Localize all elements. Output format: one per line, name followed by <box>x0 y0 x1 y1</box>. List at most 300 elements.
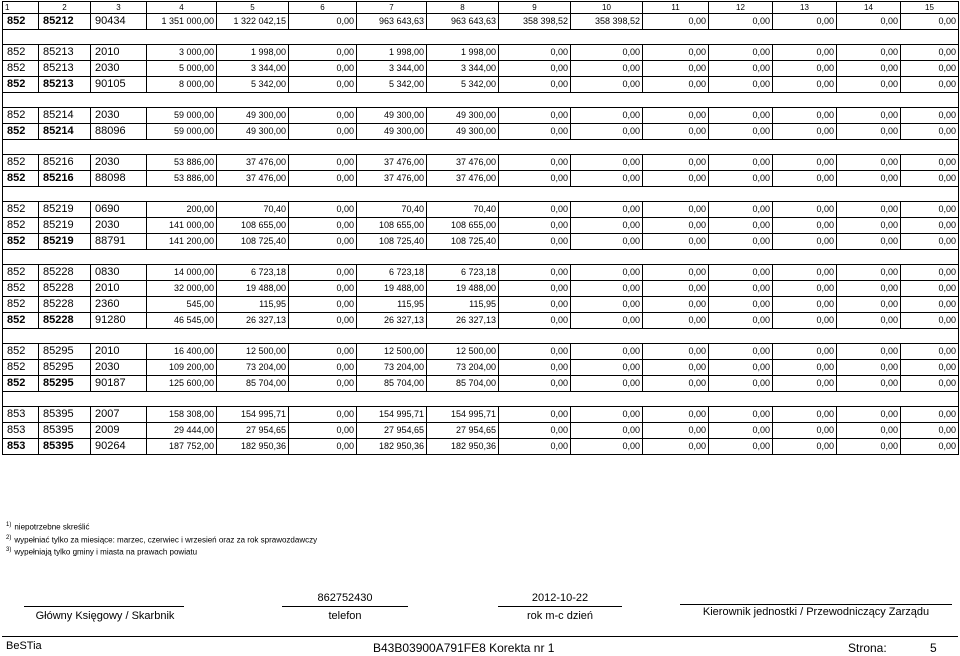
table-cell: 0,00 <box>837 281 901 297</box>
table-cell: 0,00 <box>289 344 357 360</box>
table-cell: 154 995,71 <box>357 407 427 423</box>
table-cell: 0,00 <box>289 423 357 439</box>
column-number: 6 <box>289 2 357 14</box>
table-cell: 0,00 <box>643 218 709 234</box>
table-row <box>3 407 959 423</box>
table-cell: 0,00 <box>901 407 959 423</box>
table-cell: 0,00 <box>499 234 571 250</box>
table-cell: 0,00 <box>289 14 357 30</box>
table-cell: 2007 <box>91 407 147 423</box>
table-cell: 109 200,00 <box>147 360 217 376</box>
table-cell: 26 327,13 <box>217 313 289 329</box>
table-cell: 0,00 <box>901 439 959 455</box>
table-cell: 0,00 <box>773 265 837 281</box>
phone-line <box>282 606 408 607</box>
column-number: 13 <box>773 2 837 14</box>
table-cell: 85219 <box>39 234 91 250</box>
table-cell: 0,00 <box>499 439 571 455</box>
table-cell: 0,00 <box>571 108 643 124</box>
table-cell: 0,00 <box>643 297 709 313</box>
table-cell: 85295 <box>39 344 91 360</box>
table-cell: 0,00 <box>709 61 773 77</box>
table-cell: 0,00 <box>837 265 901 281</box>
table-cell: 0,00 <box>901 108 959 124</box>
table-cell: 49 300,00 <box>427 108 499 124</box>
table-cell: 0,00 <box>773 407 837 423</box>
table-cell: 29 444,00 <box>147 423 217 439</box>
table-cell: 0,00 <box>837 360 901 376</box>
table-cell: 0,00 <box>709 45 773 61</box>
table-cell: 358 398,52 <box>499 14 571 30</box>
table-cell: 2030 <box>91 108 147 124</box>
table-cell: 85214 <box>39 108 91 124</box>
table-cell: 0,00 <box>901 376 959 392</box>
table-cell: 0,00 <box>289 234 357 250</box>
footnote-text: wypełniać tylko za miesiące: marzec, czerwiec i wrzesień oraz za rok sprawozdawczy <box>14 535 318 545</box>
footnote <box>6 533 317 546</box>
table-cell: 85295 <box>39 376 91 392</box>
table-cell: 0,00 <box>289 77 357 93</box>
table-cell: 0,00 <box>643 407 709 423</box>
table-cell: 85214 <box>39 124 91 140</box>
footnote <box>6 545 317 558</box>
table-cell: 0,00 <box>289 376 357 392</box>
table-cell: 0,00 <box>643 155 709 171</box>
footnote-text: wypełniają tylko gminy i miasta na prawach powiatu <box>14 547 198 557</box>
table-cell: 85228 <box>39 265 91 281</box>
table-cell: 2030 <box>91 61 147 77</box>
table-cell: 852 <box>3 202 39 218</box>
column-number: 4 <box>147 2 217 14</box>
table-cell: 0,00 <box>901 281 959 297</box>
table-cell: 0,00 <box>571 376 643 392</box>
table-cell: 0690 <box>91 202 147 218</box>
table-cell: 3 344,00 <box>427 61 499 77</box>
table-cell: 0,00 <box>499 218 571 234</box>
table-cell: 0,00 <box>571 297 643 313</box>
table-cell: 0,00 <box>571 344 643 360</box>
table-cell: 182 950,36 <box>357 439 427 455</box>
table-row-total <box>3 77 959 93</box>
table-cell: 852 <box>3 108 39 124</box>
table-cell: 0,00 <box>773 155 837 171</box>
table-cell: 85213 <box>39 45 91 61</box>
table-cell: 0,00 <box>773 14 837 30</box>
column-number-row <box>3 2 959 14</box>
table-cell: 0,00 <box>289 265 357 281</box>
table-cell: 0,00 <box>499 313 571 329</box>
table-cell: 27 954,65 <box>217 423 289 439</box>
table-cell: 0,00 <box>643 360 709 376</box>
table-cell: 0,00 <box>837 45 901 61</box>
table-cell: 0,00 <box>709 124 773 140</box>
table-cell: 0,00 <box>289 297 357 313</box>
table-cell: 0,00 <box>643 439 709 455</box>
table-cell: 5 000,00 <box>147 61 217 77</box>
table-cell: 0,00 <box>643 265 709 281</box>
table-cell: 0,00 <box>773 108 837 124</box>
head-label: Kierownik jednostki / Przewodniczący Zarządu <box>702 606 930 618</box>
table-cell: 0,00 <box>709 234 773 250</box>
table-cell: 85395 <box>39 423 91 439</box>
column-number: 1 <box>3 2 39 14</box>
table-cell: 0,00 <box>643 77 709 93</box>
table-cell: 0,00 <box>499 281 571 297</box>
table-row <box>3 61 959 77</box>
table-cell: 0,00 <box>289 360 357 376</box>
date-value: 2012-10-22 <box>531 592 589 604</box>
table-cell: 0,00 <box>773 202 837 218</box>
table-cell: 2360 <box>91 297 147 313</box>
table-cell: 182 950,36 <box>427 439 499 455</box>
table-row-total <box>3 124 959 140</box>
table-cell: 0,00 <box>571 234 643 250</box>
table-cell: 0,00 <box>289 313 357 329</box>
table-cell: 115,95 <box>427 297 499 313</box>
table-cell: 0,00 <box>571 155 643 171</box>
table-cell: 0,00 <box>709 407 773 423</box>
column-number: 7 <box>357 2 427 14</box>
table-cell: 0,00 <box>901 77 959 93</box>
table-cell: 0,00 <box>901 313 959 329</box>
table-cell: 0,00 <box>837 61 901 77</box>
table-cell: 852 <box>3 360 39 376</box>
table-cell: 154 995,71 <box>217 407 289 423</box>
table-cell: 0,00 <box>709 218 773 234</box>
table-cell: 5 342,00 <box>217 77 289 93</box>
table-cell: 0,00 <box>643 376 709 392</box>
table-cell: 53 886,00 <box>147 155 217 171</box>
table-cell: 0,00 <box>709 171 773 187</box>
table-cell: 85 704,00 <box>357 376 427 392</box>
table-cell: 358 398,52 <box>571 14 643 30</box>
column-number: 5 <box>217 2 289 14</box>
table-row <box>3 423 959 439</box>
table-cell: 0,00 <box>289 45 357 61</box>
table-cell: 70,40 <box>357 202 427 218</box>
footer-rule <box>2 636 958 637</box>
table-cell: 0,00 <box>289 61 357 77</box>
footnote <box>6 520 317 533</box>
table-cell: 0,00 <box>709 202 773 218</box>
table-cell: 0,00 <box>643 281 709 297</box>
table-cell: 158 308,00 <box>147 407 217 423</box>
table-cell: 0,00 <box>499 407 571 423</box>
table-row <box>3 45 959 61</box>
table-cell: 0,00 <box>773 77 837 93</box>
table-cell: 0,00 <box>837 407 901 423</box>
table-cell: 37 476,00 <box>427 155 499 171</box>
table-cell: 0,00 <box>901 344 959 360</box>
table-cell: 37 476,00 <box>217 155 289 171</box>
table-cell: 46 545,00 <box>147 313 217 329</box>
table-cell: 0,00 <box>901 202 959 218</box>
table-cell: 141 000,00 <box>147 218 217 234</box>
column-number: 12 <box>709 2 773 14</box>
group-separator <box>3 392 959 407</box>
table-cell: 0,00 <box>837 77 901 93</box>
table-cell: 141 200,00 <box>147 234 217 250</box>
table-row <box>3 297 959 313</box>
table-cell: 0,00 <box>837 202 901 218</box>
table-cell: 115,95 <box>217 297 289 313</box>
table-cell: 2030 <box>91 155 147 171</box>
table-cell: 90264 <box>91 439 147 455</box>
column-number: 15 <box>901 2 959 14</box>
table-cell: 85219 <box>39 218 91 234</box>
table-cell: 73 204,00 <box>357 360 427 376</box>
table-cell: 0,00 <box>643 344 709 360</box>
table-cell: 90105 <box>91 77 147 93</box>
table-cell: 0,00 <box>901 171 959 187</box>
table-cell: 0,00 <box>499 77 571 93</box>
table-cell: 852 <box>3 124 39 140</box>
footer-page-label: Strona: <box>848 641 887 655</box>
table-cell: 59 000,00 <box>147 124 217 140</box>
table-cell: 0,00 <box>837 108 901 124</box>
table-cell: 0,00 <box>709 14 773 30</box>
table-cell: 2010 <box>91 281 147 297</box>
table-cell: 0,00 <box>837 124 901 140</box>
table-cell: 0,00 <box>901 265 959 281</box>
table-cell: 0,00 <box>499 344 571 360</box>
group-separator <box>3 187 959 202</box>
table-cell: 0,00 <box>289 124 357 140</box>
table-cell: 0,00 <box>709 155 773 171</box>
table-cell: 85216 <box>39 155 91 171</box>
table-cell: 8 000,00 <box>147 77 217 93</box>
accountant-label: Główny Księgowy / Skarbnik <box>35 610 175 622</box>
table-cell: 85 704,00 <box>217 376 289 392</box>
table-cell: 108 725,40 <box>427 234 499 250</box>
table-cell: 0,00 <box>643 108 709 124</box>
table-cell: 0,00 <box>571 439 643 455</box>
table-cell: 0,00 <box>289 202 357 218</box>
accountant-signature-line <box>24 606 184 607</box>
table-cell: 27 954,65 <box>427 423 499 439</box>
table-cell: 85228 <box>39 297 91 313</box>
table-cell: 85295 <box>39 360 91 376</box>
table-cell: 0,00 <box>709 423 773 439</box>
table-cell: 0,00 <box>643 171 709 187</box>
table-cell: 85219 <box>39 202 91 218</box>
column-number: 8 <box>427 2 499 14</box>
phone-value: 862752430 <box>317 592 373 604</box>
table-cell: 0,00 <box>643 124 709 140</box>
table-cell: 0,00 <box>571 218 643 234</box>
table-row <box>3 202 959 218</box>
table-cell: 0,00 <box>773 281 837 297</box>
table-cell: 0,00 <box>571 77 643 93</box>
table-cell: 85213 <box>39 77 91 93</box>
table-cell: 0,00 <box>901 423 959 439</box>
table-cell: 963 643,63 <box>427 14 499 30</box>
table-cell: 0,00 <box>571 124 643 140</box>
table-cell: 0,00 <box>289 108 357 124</box>
table-cell: 200,00 <box>147 202 217 218</box>
separator-cell <box>3 140 959 155</box>
separator-cell <box>3 187 959 202</box>
table-cell: 852 <box>3 171 39 187</box>
table-cell: 2030 <box>91 360 147 376</box>
table-cell: 0,00 <box>643 423 709 439</box>
table-cell: 19 488,00 <box>357 281 427 297</box>
table-cell: 0,00 <box>773 423 837 439</box>
table-cell: 0,00 <box>837 297 901 313</box>
table-cell: 0,00 <box>901 297 959 313</box>
table-cell: 0,00 <box>773 218 837 234</box>
footnote-mark: 3) <box>6 547 12 554</box>
table-cell: 0,00 <box>709 344 773 360</box>
table-cell: 0,00 <box>289 171 357 187</box>
table-cell: 852 <box>3 313 39 329</box>
table-cell: 0,00 <box>289 218 357 234</box>
table-cell: 0,00 <box>571 360 643 376</box>
table-cell: 26 327,13 <box>357 313 427 329</box>
group-separator <box>3 93 959 108</box>
table-cell: 125 600,00 <box>147 376 217 392</box>
table-cell: 91280 <box>91 313 147 329</box>
table-cell: 49 300,00 <box>427 124 499 140</box>
table-cell: 0,00 <box>901 14 959 30</box>
table-cell: 852 <box>3 234 39 250</box>
table-cell: 0,00 <box>901 218 959 234</box>
table-cell: 0,00 <box>773 297 837 313</box>
table-cell: 0,00 <box>499 376 571 392</box>
table-cell: 0,00 <box>499 61 571 77</box>
table-cell: 963 643,63 <box>357 14 427 30</box>
head-signature-line <box>680 604 952 605</box>
table-cell: 108 655,00 <box>427 218 499 234</box>
table-cell: 0,00 <box>901 234 959 250</box>
table-cell: 108 655,00 <box>217 218 289 234</box>
date-label: rok m-c dzień <box>526 610 594 622</box>
table-cell: 73 204,00 <box>217 360 289 376</box>
table-cell: 90187 <box>91 376 147 392</box>
table-cell: 6 723,18 <box>427 265 499 281</box>
table-cell: 5 342,00 <box>427 77 499 93</box>
separator-cell <box>3 392 959 407</box>
table-cell: 1 998,00 <box>217 45 289 61</box>
table-cell: 852 <box>3 344 39 360</box>
table-cell: 12 500,00 <box>357 344 427 360</box>
table-cell: 85228 <box>39 281 91 297</box>
footnote-mark: 1) <box>6 522 12 528</box>
table-cell: 0,00 <box>289 281 357 297</box>
table-cell: 26 327,13 <box>427 313 499 329</box>
separator-cell <box>3 250 959 265</box>
table-cell: 2010 <box>91 45 147 61</box>
table-cell: 0,00 <box>499 124 571 140</box>
table-cell: 0,00 <box>289 155 357 171</box>
table-cell: 0,00 <box>837 376 901 392</box>
table-cell: 0,00 <box>571 423 643 439</box>
table-cell: 0,00 <box>837 171 901 187</box>
table-cell: 0830 <box>91 265 147 281</box>
table-cell: 852 <box>3 376 39 392</box>
table-cell: 853 <box>3 439 39 455</box>
column-number: 10 <box>571 2 643 14</box>
table-row <box>3 108 959 124</box>
table-cell: 16 400,00 <box>147 344 217 360</box>
table-cell: 853 <box>3 407 39 423</box>
table-cell: 0,00 <box>643 14 709 30</box>
group-separator <box>3 250 959 265</box>
table-cell: 0,00 <box>643 45 709 61</box>
table-cell: 0,00 <box>901 155 959 171</box>
table-cell: 0,00 <box>709 313 773 329</box>
table-cell: 53 886,00 <box>147 171 217 187</box>
table-cell: 187 752,00 <box>147 439 217 455</box>
table-cell: 0,00 <box>837 423 901 439</box>
table-cell: 0,00 <box>571 45 643 61</box>
column-number: 11 <box>643 2 709 14</box>
table-cell: 0,00 <box>773 61 837 77</box>
table-cell: 852 <box>3 77 39 93</box>
table-cell: 0,00 <box>289 439 357 455</box>
table-cell: 108 725,40 <box>217 234 289 250</box>
table-cell: 0,00 <box>499 360 571 376</box>
table-cell: 0,00 <box>499 297 571 313</box>
table-cell: 1 998,00 <box>427 45 499 61</box>
table-cell: 0,00 <box>499 171 571 187</box>
table-row <box>3 265 959 281</box>
report-body <box>3 2 959 455</box>
table-cell: 0,00 <box>571 407 643 423</box>
table-cell: 37 476,00 <box>427 171 499 187</box>
table-cell: 85395 <box>39 407 91 423</box>
table-cell: 0,00 <box>643 313 709 329</box>
table-cell: 0,00 <box>901 124 959 140</box>
table-cell: 852 <box>3 45 39 61</box>
table-cell: 0,00 <box>643 61 709 77</box>
table-cell: 852 <box>3 281 39 297</box>
table-cell: 0,00 <box>709 297 773 313</box>
table-cell: 545,00 <box>147 297 217 313</box>
table-cell: 49 300,00 <box>357 124 427 140</box>
table-cell: 0,00 <box>837 155 901 171</box>
table-cell: 0,00 <box>571 61 643 77</box>
table-cell: 0,00 <box>901 360 959 376</box>
table-cell: 0,00 <box>709 108 773 124</box>
table-cell: 1 351 000,00 <box>147 14 217 30</box>
table-cell: 19 488,00 <box>217 281 289 297</box>
table-cell: 37 476,00 <box>357 155 427 171</box>
table-row <box>3 281 959 297</box>
table-cell: 0,00 <box>571 313 643 329</box>
separator-cell <box>3 30 959 45</box>
table-cell: 0,00 <box>709 77 773 93</box>
table-cell: 27 954,65 <box>357 423 427 439</box>
table-cell: 88098 <box>91 171 147 187</box>
table-cell: 182 950,36 <box>217 439 289 455</box>
table-cell: 852 <box>3 297 39 313</box>
phone-label: telefon <box>328 610 362 622</box>
table-cell: 0,00 <box>499 108 571 124</box>
table-cell: 0,00 <box>571 171 643 187</box>
table-cell: 0,00 <box>837 14 901 30</box>
table-cell: 3 344,00 <box>217 61 289 77</box>
table-cell: 85228 <box>39 313 91 329</box>
table-cell: 0,00 <box>571 265 643 281</box>
table-cell: 59 000,00 <box>147 108 217 124</box>
table-cell: 12 500,00 <box>217 344 289 360</box>
table-cell: 85 704,00 <box>427 376 499 392</box>
footnote-mark: 2) <box>6 534 12 541</box>
table-cell: 0,00 <box>643 234 709 250</box>
table-cell: 85212 <box>39 14 91 30</box>
table-cell: 73 204,00 <box>427 360 499 376</box>
